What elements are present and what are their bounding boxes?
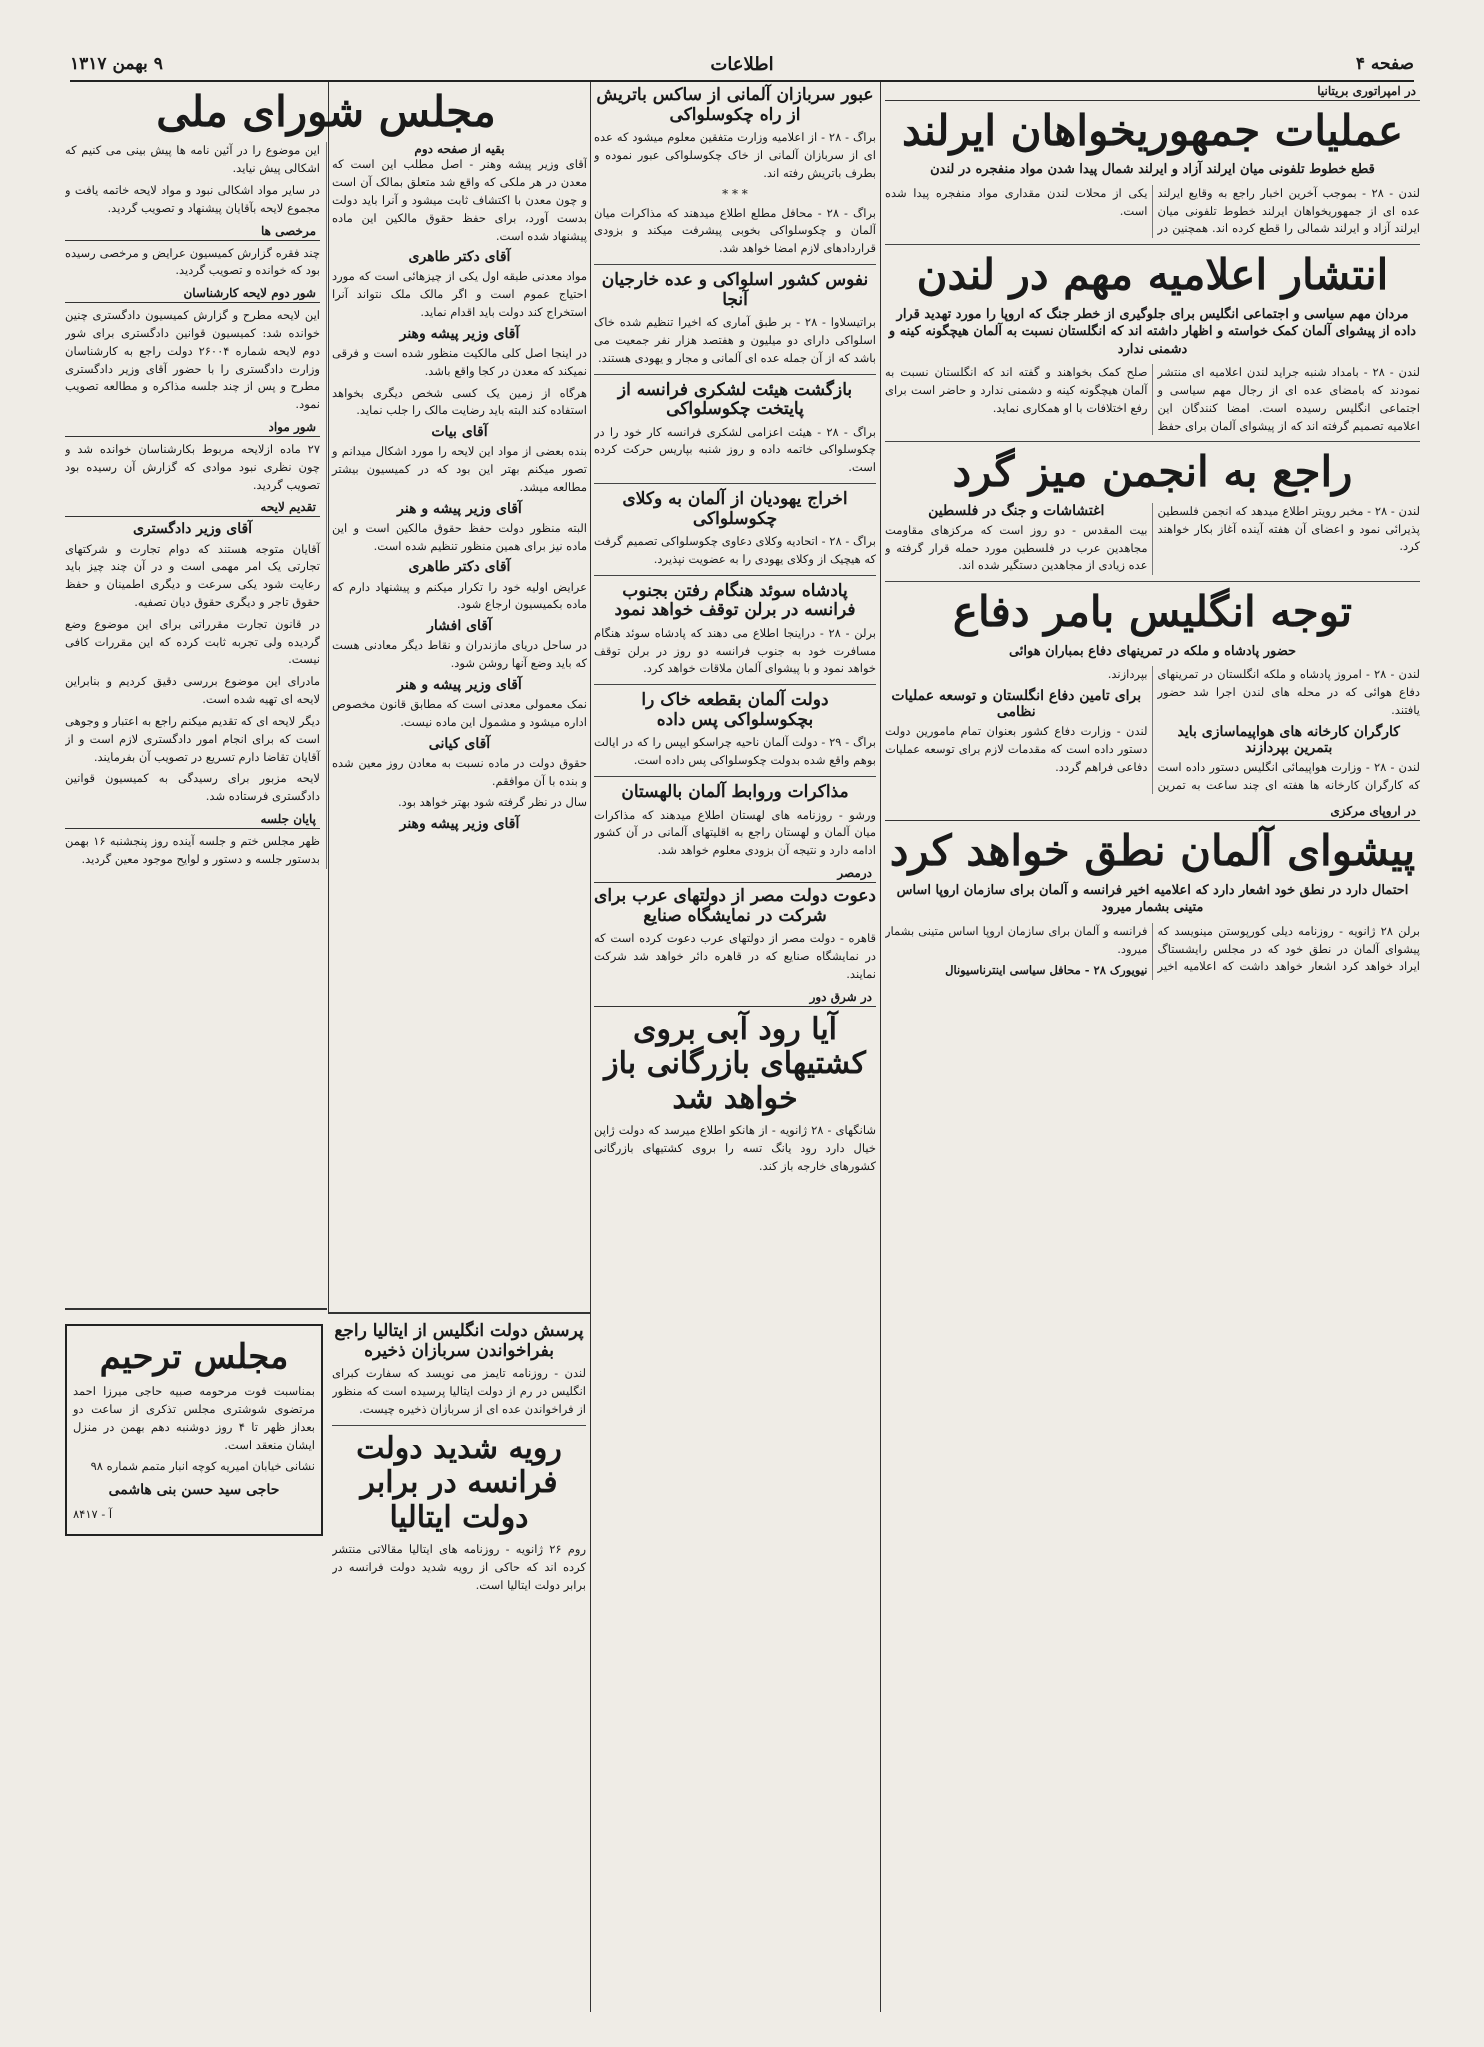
subsection-title: شور دوم لایحه کارشناسان: [65, 284, 320, 303]
headline: دعوت دولت مصر از دولتهای عرب برای شرکت در نمایشگاه صنایع: [594, 885, 876, 926]
speech-text: عرایض اولیه خود را تکرار میکنم و پیشنهاد دارم که ماده بکمیسیون ارجاع شود.: [332, 579, 587, 612]
speech-text: ۲۷ ماده ازلایحه مربوط بکارشناسان خوانده شد و چون نظری نبود موادی که گزارش آن رسیده بود تصویب گردید.: [65, 442, 320, 492]
article-body: شانگهای - ۲۸ ژانویه - از هانکو اطلاع میرسد که دولت ژاپن خیال دارد رود یانگ تسه را بروی کشتیهای بازرگانی کشورهای خارجه باز کند.: [594, 1123, 876, 1173]
speech-text: در اینجا اصل کلی مالکیت منظور شده است و فرقی نمیکند که معدن در کجا واقع باشد.: [332, 345, 587, 378]
article-body: براتیسلاوا - ۲۸ - بر طبق آماری که اخیرا تنظیم شده خاک اسلواکی دارای دو میلیون و هفتصد هزار نفر جمعیت می باشد که از آن جمله عده ای آلمانی و مجار و یهودی هستند.: [594, 315, 876, 365]
speech-text: در سایر مواد اشکالی نبود و مواد لایحه خاتمه یافت و مجموع لایحه بآقایان پیشنهاد و تصویب گردید.: [65, 182, 320, 215]
speaker: آقای دکتر طاهری: [408, 249, 511, 266]
article-body: ورشو - روزنامه های لهستان اطلاع میدهند که مذاکرات میان آلمان و لهستان راجع به اقلیتهای آلمانی در آن کشور ادامه دارد و نتیجه آن بزودی معلوم خواهد شد.: [594, 807, 876, 858]
subheadline: حضور پادشاه و ملکه در تمرینهای دفاع بمباران هوائی: [1008, 643, 1297, 659]
article-body: لندن - ۲۸ - وزارت هواپیمائی انگلیس دستور داده است که کارگران کارخانه ها هفته ای چند ساعت به تمرین بپردازند.: [1107, 667, 1420, 792]
speech-text: حقوق دولت در ماده نسبت به معادن روز معین شده و بنده با آن موافقم.: [332, 755, 587, 788]
article-body: لندن - روزنامه تایمز می نویسد که سفارت کبرای انگلیس در رم از دولت ایتالیا پرسیده است که منظور از فراخواندن عده ای از سربازان ذخیره چیست.: [332, 1366, 586, 1416]
headline: راجع به انجمن میز گرد: [952, 447, 1353, 497]
speaker: آقای وزیر پیشه وهنر: [399, 325, 520, 342]
article-body: لندن - ۲۸ - امروز پادشاه و ملکه انگلستان در تمرینهای دفاع هوائی که در محله های لندن اجرا شد حضور یافتند.: [1157, 667, 1420, 717]
headline: توجه انگلیس بامر دفاع: [952, 587, 1353, 637]
newspaper-name: اطلاعات: [710, 54, 774, 75]
notice-body: بمناسبت فوت مرحومه صبیه حاجی میرزا احمد مرتضوی شوشتری مجلس تذکری از ساعت دو بعداز ظهر تا ۴ روز دوشنبه دهم بهمن در منزل ایشان منعقد است.: [73, 1384, 315, 1452]
article-body: براگ - ۲۹ - دولت آلمان ناحیه چراسکو ایپس را که در ایالت بوهم واقع شده بدولت چکوسلواکی پس داده است.: [594, 735, 876, 768]
article-swedish-king: [594, 582, 876, 679]
speech-text: مادرای این موضوع بررسی دقیق کردیم و بنابراین لایحه ای تهیه شده است.: [65, 674, 320, 707]
subheading: برای تامین دفاع انگلستان و توسعه عملیات نظامی: [891, 687, 1142, 721]
speaker: آقای وزیر پیشه و هنر: [397, 500, 522, 517]
article-france-italy: [332, 1432, 586, 1595]
article-body: براگ - ۲۸ - محافل مطلع اطلاع میدهند که مذاکرات میان آلمان و چکوسلواکی بخوبی پیشرفت میکند و بزودی قراردادهای لازم امضا خواهد شد.: [594, 205, 876, 256]
speech-text: لایحه مزبور برای رسیدگی به کمیسیون قوانین دادگستری فرستاده شد.: [65, 771, 320, 804]
speaker: آقای افشار: [427, 618, 492, 635]
speech-text: مواد معدنی طبقه اول یکی از چیزهائی است که مورد احتیاج عموم است و اگر مالک ملک نتواند آنرا استخراج کند دولت باید اقدام نماید.: [332, 269, 587, 320]
subsection-title: شور مواد: [65, 418, 320, 437]
subheadline: قطع خطوط تلفونی میان ایرلند آزاد و ایرلند شمال پیدا شدن مواد منفجره در لندن: [930, 162, 1375, 178]
article-body: لندن - ۲۸ - بامداد شنبه جراید لندن اعلامیه ای منتشر نمودند که بامضای عده ای از رجال مهم سیاسی و اجتماعی انگلیس رسیده است. امضا کنندگان این اعلامیه تصمیم گرفته اند که از پیشوای آلمان برای حفظ صلح کمک بخواهند و گفته اند که انگلستان نسبت به آلمان هیچگونه کینه و دشمنی ندارد و حاضر است برای رفع اختلافات با او همکاری نماید.: [885, 365, 1420, 433]
article-body: برلن - ۲۸ - دراینجا اطلاع می دهند که پادشاه سوئد هنگام مسافرت خود به جنوب فرانسه دو روز در برلن توقف خواهد نمود و با پیشوای آلمان ملاقات خواهد کرد.: [594, 625, 876, 676]
speech-text: هرگاه از زمین یک کسی شخص دیگری بخواهد استفاده کند البته باید رضایت مالک را جلب نماید.: [332, 385, 587, 418]
divider: [332, 1425, 586, 1426]
column-center-left: [332, 1318, 586, 2018]
article-body: برلن ۲۸ ژانویه - روزنامه دیلی کورپوستن مینویسد که پیشوای آلمان در نطق خود که در مجلس رایشستاگ ایراد خواهد کرد اشعار خواهد داشت که اعلامیه اخیر فرانسه و آلمان برای سازمان اروپا اساس متینی بشمار میرود.: [885, 923, 1420, 974]
column-right: [885, 82, 1420, 2017]
speech-text: در ساحل دریای مازندران و نقاط دیگر معادنی هست که باید وضع آنها روشن شود.: [332, 638, 587, 671]
article-london-declaration: [885, 251, 1420, 435]
headline: اخراج یهودیان از آلمان به وکلای چکوسلواکی: [622, 489, 848, 529]
speech-text: دیگر لایحه ای که تقدیم میکنم راجع به اعتبار و وجوهی است که برای انجام امور دادگستری لازم است و از آقایان تقاضا دارم تسریع در تصویب آن بفرمایند.: [65, 713, 320, 764]
speech-text: آقایان متوجه هستند که دوام تجارت و شرکتهای تجارتی یک امر مهمی است و در آن چند چیز باید رعایت شود یکی سرعت و دیگری اطمینان و حفظ حقوق تاجر و دیگری حقوق دیان تصفیه.: [65, 541, 320, 610]
column-rule: [590, 82, 591, 2012]
subsection-title: پایان جلسه: [65, 810, 320, 829]
article-body: براگ - ۲۸ - اتحادیه وکلای دعاوی چکوسلواکی تصمیم گرفت که هیچیک از وکلای یهودی را به عضویت نپذیرد.: [594, 534, 876, 566]
article-round-table: [885, 448, 1420, 575]
headline: عملیات جمهوریخواهان ایرلند: [901, 106, 1404, 155]
article-egypt: [594, 887, 876, 984]
subheadline: مردان مهم سیاسی و اجتماعی انگلیس برای جلوگیری از خطر جنگ که اروپا را مورد تهدید قرار داده از پیشوای آلمان کمک خواسته و اظهار داشته اند که انگلستان نسبت به آلمان هیچگونه کینه و دشمنی ندارد: [888, 306, 1417, 357]
headline: دولت آلمان بقطعه خاک را بچکوسلواکی پس داده: [641, 690, 829, 730]
article-defense: [885, 588, 1420, 794]
article-far-east: [594, 1013, 876, 1176]
column-center-right: [594, 82, 876, 2017]
article-body: لندن - وزارت دفاع کشور بعنوان تمام مامورین دولت دستور داده است که مقدمات لازم برای توسعه عملیات دفاعی فراهم گردد.: [885, 724, 1148, 774]
subheading: کارگران کارخانه های هواپیماسازی باید بتمرین بپردازند: [1177, 723, 1400, 756]
divider: [594, 264, 876, 265]
article-ireland: [885, 107, 1420, 238]
speaker: آقای وزیر دادگستری: [132, 521, 253, 538]
notice-address: نشانی خیابان امیریه کوچه انبار متمم شماره ۹۸: [90, 1459, 315, 1474]
speaker: آقای بیات: [431, 424, 488, 441]
section-tag: در اروپای مرکزی: [885, 802, 1420, 821]
headline: بازگشت هیئت لشکری فرانسه از پایتخت چکوسلواکی: [617, 379, 853, 420]
subheading: اغتشاشات و جنگ در فلسطین: [928, 502, 1105, 519]
speech-text: البته منظور دولت حفظ حقوق مالکین است و این ماده نیز برای همین منظور تنظیم شده است.: [332, 520, 587, 553]
article-body: روم ۲۶ ژانویه - روزنامه های ایتالیا مقالاتی منتشر کرده اند که حاکی از رویه شدید دولت فرانسه در برابر دولت ایتالیا است.: [332, 1542, 586, 1592]
continued-label: بقیه از صفحه دوم: [414, 142, 505, 157]
divider: [594, 483, 876, 484]
article-footer: نیویورک ۲۸ - محافل سیاسی اینترناسیونال: [945, 963, 1148, 978]
notice-box: [65, 1324, 323, 1536]
article-poland-relations: [594, 783, 876, 860]
article-slovakia: [594, 271, 876, 368]
section-rule: [328, 1312, 590, 1314]
divider: [594, 776, 876, 777]
speaker: آقای وزیر پیشه وهنر: [399, 816, 520, 833]
notice-title: مجلس ترحیم: [99, 1337, 289, 1377]
divider: [885, 244, 1420, 245]
divider: [594, 374, 876, 375]
ornament: * * *: [722, 186, 748, 201]
speech-text: چند فقره گزارش کمیسیون عرایض و مرخصی رسیده بود که خوانده و تصویب گردید.: [65, 245, 320, 278]
parliament-report: [65, 82, 587, 1304]
speech-text: در قانون تجارت مقرراتی برای این موضوع وضع گردیده ولی تجربه ثابت کرده که این مقررات کافی نیست.: [65, 616, 320, 667]
speech-text: این موضوع را در آئین نامه ها پیش بینی می کنیم که اشکالی پیش نیاید.: [65, 143, 320, 176]
headline: مذاکرات وروابط آلمان بالهستان: [621, 782, 849, 802]
section-tag: درمصر: [594, 864, 876, 883]
headline: آیا رود آبی بروی کشتیهای بازرگانی باز خواهد شد: [604, 1011, 866, 1116]
divider: [594, 684, 876, 685]
article-territory-return: [594, 691, 876, 770]
article-german-troops: [594, 86, 876, 183]
speech-text: بنده بعضی از مواد این لایحه را مورد اشکال میدانم و تصور میکنم بهتر این بود که در کمیسیون بیشتر مطالعه میشد.: [332, 444, 587, 494]
article-body: لندن - ۲۸ - مخبر رویتر اطلاع میدهد که انجمن فلسطین پذیرائی نمود و اعضای آن هفته آینده آغاز بکار خواهند کرد.: [1157, 503, 1420, 554]
article-body: براگ - ۲۸ - از اعلامیه وزارت متفقین معلوم میشود که عده ای از سربازان آلمانی از خاک چکوسلواکی عبور نموده و بطرف باتریش رفته اند.: [594, 130, 876, 180]
speech-text: این لایحه مطرح و گزارش کمیسیون دادگستری چنین خوانده شد: کمیسیون قوانین دادگستری برای شور دوم لایحه شماره ۲۶۰۰۴ دولت راجع به کارشناسان وزارت دادگستری را با حضور آقای وزیر دادگستری مطرح و پس از چند جلسه مذاکره و مطالعه تصویب نمود.: [65, 308, 320, 412]
speaker: آقای کیانی: [428, 735, 491, 752]
subsection-title: مرخصی ها: [65, 222, 320, 241]
subsection-title: تقدیم لایحه: [65, 498, 320, 517]
article-french-mission: [594, 381, 876, 478]
section-title: مجلس شورای ملی: [156, 87, 496, 136]
notice-signature: حاجی سید حسن بنی هاشمی: [108, 1482, 280, 1499]
headline: پادشاه سوئد هنگام رفتن بجنوب فرانسه در برلن توقف خواهد نمود: [614, 580, 856, 621]
speaker: آقای دکتر طاهری: [408, 559, 511, 576]
headline: نفوس کشور اسلواکی و عده خارجیان آنجا: [601, 269, 869, 310]
speech-text: ظهر مجلس ختم و جلسه آینده روز پنجشنبه ۱۶ بهمن بدستور جلسه و دستور و لوایح موجود معین گردید.: [65, 833, 320, 866]
speech-text: نمک معمولی معدنی است که مطابق قانون مخصوص اداره میشود و مشمول این ماده نیست.: [332, 697, 587, 729]
article-lawyers: [594, 490, 876, 569]
article-body: براگ - ۲۸ - هیئت اعزامی لشکری فرانسه کار خود را در چکوسلواکی خاتمه داده و روز شنبه بپاریس حرکت کرده است.: [594, 424, 876, 475]
article-body: بیت المقدس - دو روز است که مرکزهای مقاومت مجاهدین عرب در فلسطین مورد حمله قرار گرفته و عده زیادی از مجاهدین دستگیر شده اند.: [885, 522, 1148, 573]
section-tag: در امپراتوری بریتانیا: [885, 82, 1420, 101]
speech-text: سال در نظر گرفته شود بهتر خواهد بود.: [398, 795, 587, 810]
article-german-speech: [885, 827, 1420, 980]
headline: رویه شدید دولت فرانسه در برابر دولت ایتالیا: [356, 1430, 562, 1535]
memorial-notice: [65, 1316, 323, 1756]
speech-text: آقای وزیر پیشه وهنر - اصل مطلب این است که معدن در هر ملکی که واقع شد متعلق بمالک آن است و چون معدن با اکتشاف ثابت میشود و آنرا باید دولت بدست آورد، برای حفظ حقوق مالکین این ماده پیشنهاد شده است.: [332, 157, 587, 243]
notice-code: آ - ۸۴۱۷: [73, 1506, 113, 1521]
divider: [594, 575, 876, 576]
divider: [885, 581, 1420, 582]
headline: پیشوای آلمان نطق خواهد کرد: [889, 826, 1416, 876]
page-header: [70, 52, 1414, 82]
section-tag: در شرق دور: [594, 988, 876, 1007]
divider: [885, 441, 1420, 442]
headline: انتشار اعلامیه مهم در لندن: [916, 250, 1389, 300]
page-number: صفحه ۴: [1355, 54, 1414, 74]
article-body: قاهره - دولت مصر از دولتهای عرب دعوت کرده است که در نمایشگاه صنایع که در قاهره دائر خواهد شد شرکت نمایند.: [594, 931, 876, 981]
speaker: آقای وزیر پیشه و هنر: [397, 676, 522, 693]
column-rule: [880, 82, 881, 2012]
issue-date: ۹ بهمن ۱۳۱۷: [70, 54, 163, 74]
headline: پرسش دولت انگلیس از ایتالیا راجع بفراخواندن سربازان ذخیره: [334, 1321, 584, 1361]
article-body: لندن - ۲۸ - بموجب آخرین اخبار راجع به وقایع ایرلند عده ای از جمهوریخواهان ایرلند خطوط تلفونی میان ایرلند آزاد و ایرلند شمالی را قطع کرده اند. همچنین در یکی از محلات لندن مقداری مواد منفجره پیدا شده است.: [885, 185, 1420, 236]
headline: عبور سربازان آلمانی از ساکس باتریش از راه چکوسلواکی: [596, 85, 874, 125]
section-rule: [65, 1308, 327, 1310]
subheadline: احتمال دارد در نطق خود اشعار دارد که اعلامیه اخیر فرانسه و آلمان برای سازمان اروپا اساس متینی بشمار میرود: [896, 882, 1409, 916]
article-britain-italy: [332, 1322, 586, 1419]
